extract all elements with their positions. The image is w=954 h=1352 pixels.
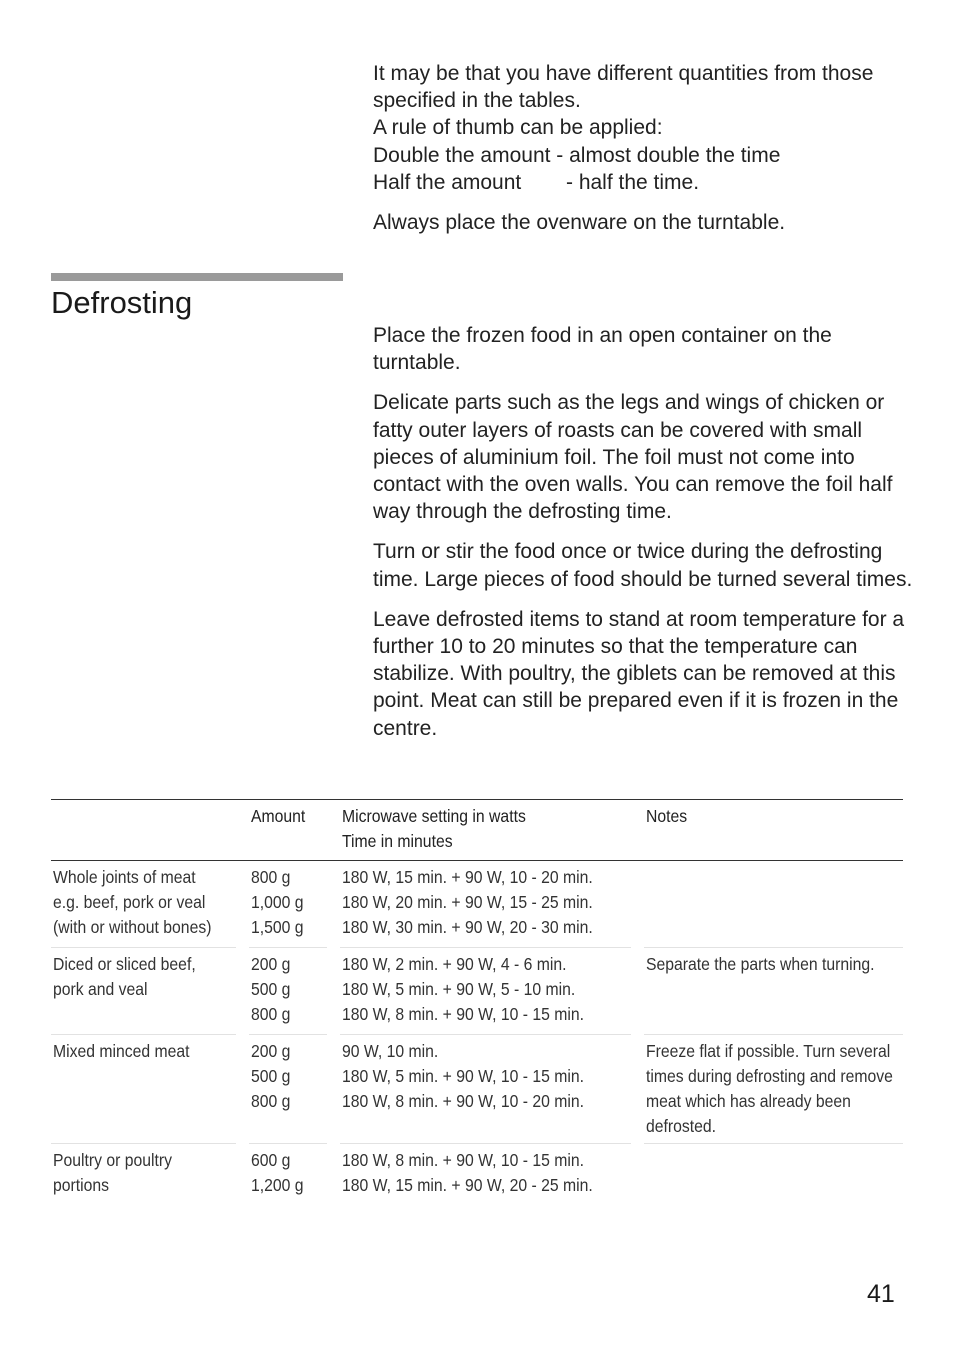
food-cell-line: e.g. beef, pork or veal <box>53 892 206 912</box>
amount-cell-line: 500 g <box>251 979 291 999</box>
setting-cell-line: 180 W, 20 min. + 90 W, 15 - 25 min. <box>342 892 593 912</box>
amount-cell-line: 200 g <box>251 954 291 974</box>
food-cell-line: (with or without bones) <box>53 917 212 937</box>
food-cell <box>53 952 196 1002</box>
amount-cell <box>251 952 290 1027</box>
food-cell-line: pork and veal <box>53 979 148 999</box>
amount-cell <box>251 1039 290 1114</box>
paragraph: Turn or stir the food once or twice during the defrosting time. Large pieces of food should be turned several times. <box>373 540 913 591</box>
intro-line: Double the amount - almost double the time <box>373 143 781 167</box>
amount-cell-line: 1,000 g <box>251 892 304 912</box>
header-amount: Amount <box>251 806 306 826</box>
setting-cell <box>342 865 593 940</box>
setting-cell <box>342 952 584 1027</box>
setting-cell-line: 180 W, 15 min. + 90 W, 10 - 20 min. <box>342 867 593 887</box>
notes-cell-line: meat which has already been <box>646 1091 851 1111</box>
setting-cell <box>342 1039 584 1114</box>
table-row <box>51 1035 903 1144</box>
setting-cell-line: 180 W, 2 min. + 90 W, 4 - 6 min. <box>342 954 567 974</box>
amount-cell-line: 800 g <box>251 1091 291 1111</box>
table-body <box>51 861 903 1214</box>
amount-cell <box>251 1148 304 1198</box>
amount-cell-line: 1,200 g <box>251 1175 304 1195</box>
table-row <box>51 948 903 1035</box>
intro-rule-row <box>373 169 913 196</box>
setting-cell-line: 180 W, 5 min. + 90 W, 10 - 15 min. <box>342 1066 585 1086</box>
intro-line: It may be that you have different quantities from those <box>373 62 874 85</box>
amount-cell-line: 800 g <box>251 867 291 887</box>
table-header <box>51 800 903 861</box>
intro-line: Half the amount <box>373 170 522 194</box>
table-row <box>51 1144 903 1214</box>
setting-cell-line: 180 W, 5 min. + 90 W, 5 - 10 min. <box>342 979 576 999</box>
notes-cell-line: times during defrosting and remove <box>646 1066 893 1086</box>
section-divider <box>51 273 343 281</box>
table-row <box>51 861 903 948</box>
food-cell-line: Whole joints of meat <box>53 867 196 887</box>
paragraph: Delicate parts such as the legs and wings of chicken or fatty outer layers of roasts can be covered with small pieces of aluminium foil. The foil must not come into contact with the oven walls. You can remove the foil half way through the defrosting time. <box>373 391 893 524</box>
header-notes: Notes <box>646 806 688 826</box>
food-cell-line: Mixed minced meat <box>53 1041 190 1061</box>
setting-cell-line: 90 W, 10 min. <box>342 1041 439 1061</box>
food-cell <box>53 1148 172 1198</box>
intro-line: specified in the tables. <box>373 89 581 113</box>
food-cell <box>53 865 211 940</box>
amount-cell-line: 600 g <box>251 1150 291 1170</box>
food-cell <box>53 1039 190 1064</box>
amount-cell-line: 500 g <box>251 1066 291 1086</box>
amount-cell-line: 800 g <box>251 1004 291 1024</box>
page-number: 41 <box>867 1280 895 1308</box>
setting-cell-line: 180 W, 8 min. + 90 W, 10 - 15 min. <box>342 1004 585 1024</box>
food-cell-line: Poultry or poultry <box>53 1150 173 1170</box>
section-title: Defrosting <box>51 285 193 320</box>
intro-line: A rule of thumb can be applied: <box>373 116 663 140</box>
intro-line: Always place the ovenware on the turntable. <box>373 211 786 235</box>
intro-line: - half the time. <box>566 170 700 194</box>
food-cell-line: Diced or sliced beef, <box>53 954 196 974</box>
notes-cell <box>646 1039 893 1139</box>
setting-cell-line: 180 W, 8 min. + 90 W, 10 - 15 min. <box>342 1150 585 1170</box>
setting-cell-line: 180 W, 8 min. + 90 W, 10 - 20 min. <box>342 1091 585 1111</box>
amount-cell <box>251 865 304 940</box>
notes-cell-line: Freeze flat if possible. Turn several <box>646 1041 891 1061</box>
amount-cell-line: 1,500 g <box>251 917 304 937</box>
intro-text <box>373 60 913 236</box>
setting-cell-line: 180 W, 15 min. + 90 W, 20 - 25 min. <box>342 1175 593 1195</box>
defrosting-table <box>51 799 903 1214</box>
food-cell-line: portions <box>53 1175 110 1195</box>
amount-cell-line: 200 g <box>251 1041 291 1061</box>
setting-cell-line: 180 W, 30 min. + 90 W, 20 - 30 min. <box>342 917 593 937</box>
body-text <box>373 322 913 755</box>
header-setting: Microwave setting in watts <box>342 806 526 826</box>
notes-cell <box>646 952 875 977</box>
setting-cell <box>342 1148 593 1198</box>
paragraph: Place the frozen food in an open container on the turntable. <box>373 324 832 375</box>
notes-cell-line: Separate the parts when turning. <box>646 954 875 974</box>
paragraph: Leave defrosted items to stand at room temperature for a further 10 to 20 minutes so that the temperature can stabilize. With poultry, the giblets can be removed at this point. Meat can still be prepared even if it is frozen in the centre. <box>373 607 905 740</box>
header-time: Time in minutes <box>342 831 453 851</box>
notes-cell-line: defrosted. <box>646 1116 717 1136</box>
